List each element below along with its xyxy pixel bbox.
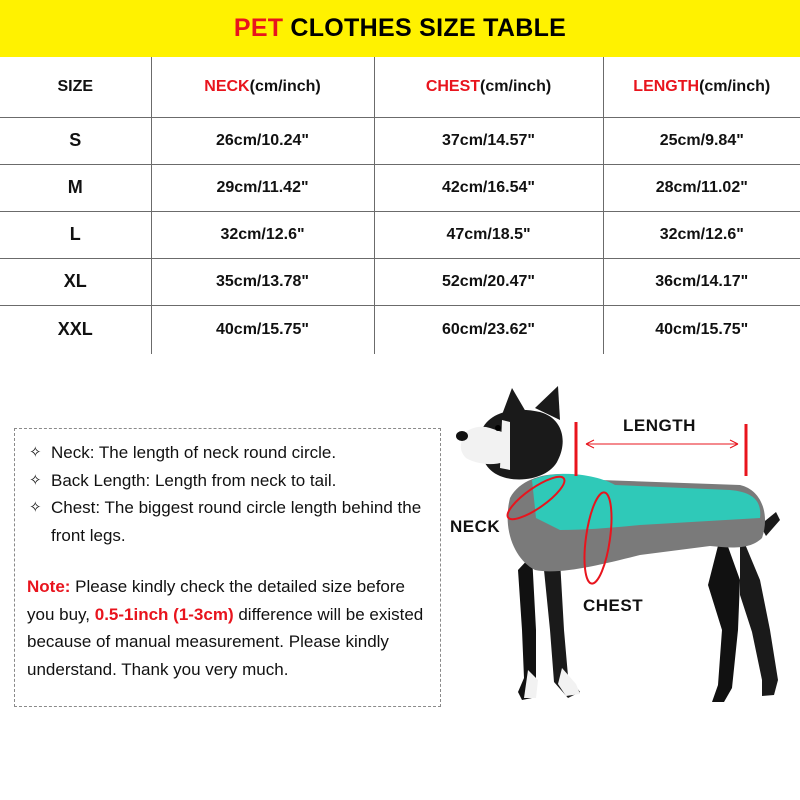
table-row <box>0 305 800 354</box>
cell-length: 28cm/11.02" <box>603 164 800 211</box>
cell-length: 36cm/14.17" <box>603 258 800 305</box>
note-chest: Chest: The biggest round circle length behind the front legs. <box>51 498 422 545</box>
cell-chest: 42cm/16.54" <box>374 164 603 211</box>
table-row <box>0 258 800 305</box>
cell-chest: 47cm/18.5" <box>374 211 603 258</box>
header-neck: NECK(cm/inch) <box>151 57 374 117</box>
cell-neck: 32cm/12.6" <box>151 211 374 258</box>
sparkle-icon: ✧ <box>29 444 42 461</box>
list-item <box>29 467 432 495</box>
header-length: LENGTH(cm/inch) <box>603 57 800 117</box>
cell-chest: 52cm/20.47" <box>374 258 603 305</box>
sparkle-icon: ✧ <box>29 499 42 516</box>
cell-size: S <box>0 117 151 164</box>
cell-neck: 35cm/13.78" <box>151 258 374 305</box>
chest-label: CHEST <box>583 596 644 615</box>
cell-length: 40cm/15.75" <box>603 305 800 354</box>
table-row <box>0 164 800 211</box>
note-label: Note: <box>27 577 71 596</box>
size-table <box>0 57 800 354</box>
table-row <box>0 117 800 164</box>
dog-measurement-figure <box>440 380 800 720</box>
page-title <box>0 0 800 57</box>
title-text: CLOTHES SIZE TABLE <box>290 14 567 42</box>
title-highlight: PET <box>233 14 284 42</box>
dog-illustration <box>440 380 800 720</box>
cell-size: XXL <box>0 305 151 354</box>
measurement-notes <box>14 428 441 707</box>
list-item <box>29 494 432 549</box>
length-label: LENGTH <box>623 416 696 435</box>
cell-size: M <box>0 164 151 211</box>
neck-label: NECK <box>450 517 501 536</box>
cell-neck: 26cm/10.24" <box>151 117 374 164</box>
sparkle-icon: ✧ <box>29 471 42 489</box>
note-back-length: Back Length: Length from neck to tail. <box>51 470 337 490</box>
note-text-2: difference will be existed because of manual measurement. Please kindly understand. Thank you very much. <box>27 604 424 679</box>
cell-chest: 37cm/14.57" <box>374 117 603 164</box>
cell-length: 25cm/9.84" <box>603 117 800 164</box>
header-chest: CHEST(cm/inch) <box>374 57 603 117</box>
note-text-1: Please kindly check the detailed size before you buy, <box>27 577 405 624</box>
cell-neck: 40cm/15.75" <box>151 305 374 354</box>
cell-neck: 29cm/11.42" <box>151 164 374 211</box>
tolerance-highlight: 0.5-1inch (1-3cm) <box>94 604 234 624</box>
header-size: SIZE <box>0 57 151 117</box>
disclaimer-paragraph <box>27 573 432 683</box>
cell-size: L <box>0 211 151 258</box>
note-neck: Neck: The length of neck round circle. <box>51 443 337 462</box>
table-row <box>0 211 800 258</box>
cell-chest: 60cm/23.62" <box>374 305 603 354</box>
table-header-row <box>0 57 800 117</box>
list-item <box>29 439 432 467</box>
cell-size: XL <box>0 258 151 305</box>
cell-length: 32cm/12.6" <box>603 211 800 258</box>
